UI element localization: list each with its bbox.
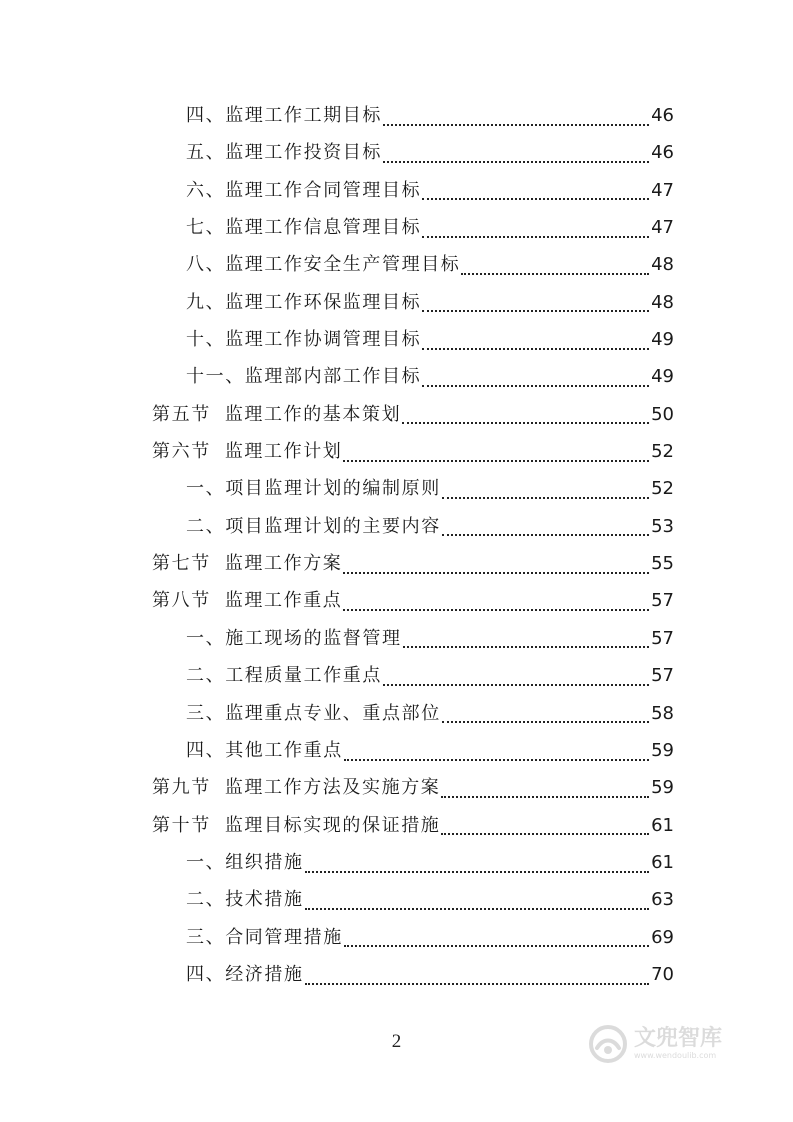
toc-page-number: 59 (651, 739, 674, 761)
toc-page-number: 61 (651, 851, 674, 873)
toc-entry-title: 十、监理工作协调管理目标 (186, 329, 422, 351)
toc-entry[interactable] (152, 773, 674, 810)
toc-page-number: 57 (651, 627, 674, 649)
toc-entry[interactable] (152, 213, 674, 250)
toc-entry-title: 九、监理工作环保监理目标 (186, 291, 422, 313)
toc-page-number: 69 (651, 926, 674, 948)
toc-page-number: 57 (651, 590, 674, 612)
toc-entry[interactable] (152, 474, 674, 511)
toc-entry-title: 八、监理工作安全生产管理目标 (186, 254, 461, 276)
toc-entry-title: 一、项目监理计划的编制原则 (186, 478, 441, 500)
watermark-title: 文兜智库 (634, 1026, 723, 1051)
toc-page-number: 50 (651, 403, 674, 425)
toc-page-number: 59 (651, 777, 674, 799)
toc-dot-leader (343, 572, 649, 574)
toc-entry-title: 一、施工现场的监督管理 (186, 627, 402, 649)
toc-dot-leader (343, 460, 649, 462)
toc-dot-leader (383, 124, 649, 126)
toc-entry[interactable] (152, 960, 674, 997)
toc-dot-leader (402, 422, 649, 424)
toc-page-number: 55 (651, 553, 674, 575)
watermark (588, 1024, 722, 1064)
toc-entry-title: 监理工作方法及实施方案 (224, 777, 441, 799)
toc-dot-leader (442, 721, 649, 723)
toc-entry-title: 监理工作重点 (224, 590, 343, 612)
toc-entry-title: 四、监理工作工期目标 (186, 105, 382, 126)
toc-dot-leader (305, 983, 649, 985)
wendou-logo-icon (588, 1024, 628, 1064)
toc-dot-leader (383, 684, 649, 686)
toc-section-number: 第九节 (152, 777, 211, 799)
toc-entry[interactable] (152, 362, 674, 399)
toc-page-number: 70 (651, 963, 674, 985)
toc-page-number: 49 (651, 366, 674, 388)
toc-dot-leader (461, 273, 649, 275)
toc-page-number: 49 (651, 329, 674, 351)
toc-dot-leader (422, 310, 649, 312)
toc-section-number: 第五节 (152, 403, 211, 425)
toc-page-number: 63 (651, 889, 674, 911)
toc-dot-leader (422, 236, 649, 238)
table-of-contents (152, 101, 674, 997)
toc-entry[interactable] (152, 512, 674, 549)
toc-page-number: 47 (651, 179, 674, 201)
toc-entry-title: 监理工作的基本策划 (224, 403, 402, 425)
toc-dot-leader (344, 759, 649, 761)
toc-dot-leader (442, 534, 649, 536)
toc-page-number: 47 (651, 217, 674, 239)
toc-entry-title: 监理工作方案 (224, 553, 343, 575)
toc-entry-title: 五、监理工作投资目标 (186, 142, 382, 164)
toc-page-number: 52 (651, 478, 674, 500)
toc-entry[interactable] (152, 437, 674, 474)
toc-page-number: 48 (651, 254, 674, 276)
toc-entry-title: 监理工作计划 (224, 441, 343, 463)
toc-section-number: 第七节 (152, 553, 211, 575)
toc-entry-title: 六、监理工作合同管理目标 (186, 179, 422, 201)
toc-dot-leader (344, 945, 649, 947)
toc-entry[interactable] (152, 923, 674, 960)
toc-dot-leader (441, 796, 649, 798)
toc-entry[interactable] (152, 400, 674, 437)
toc-page-number: 52 (651, 441, 674, 463)
toc-dot-leader (403, 646, 649, 648)
toc-entry[interactable] (152, 101, 674, 138)
toc-dot-leader (422, 348, 649, 350)
toc-dot-leader (422, 198, 649, 200)
toc-entry[interactable] (152, 811, 674, 848)
toc-entry[interactable] (152, 138, 674, 175)
toc-page-number: 46 (651, 105, 674, 126)
watermark-url: www.wendoulib.com (634, 1051, 717, 1060)
toc-entry-title: 二、项目监理计划的主要内容 (186, 515, 441, 537)
toc-entry[interactable] (152, 549, 674, 586)
toc-section-number: 第十节 (152, 814, 211, 836)
toc-section-number: 第六节 (152, 441, 211, 463)
toc-entry[interactable] (152, 288, 674, 325)
toc-page-number: 48 (651, 291, 674, 313)
toc-entry[interactable] (152, 848, 674, 885)
toc-dot-leader (441, 833, 649, 835)
toc-page-number: 53 (651, 515, 674, 537)
toc-entry[interactable] (152, 325, 674, 362)
toc-entry-title: 二、技术措施 (186, 889, 304, 911)
toc-page-number: 57 (651, 665, 674, 687)
toc-page-number: 61 (651, 814, 674, 836)
toc-entry-title: 三、监理重点专业、重点部位 (186, 702, 441, 724)
toc-dot-leader (422, 385, 649, 387)
toc-entry-title: 四、经济措施 (186, 963, 304, 985)
toc-dot-leader (442, 497, 649, 499)
toc-dot-leader (305, 871, 649, 873)
toc-entry[interactable] (152, 736, 674, 773)
toc-dot-leader (305, 908, 649, 910)
toc-page-number: 46 (651, 142, 674, 164)
toc-page-number: 58 (651, 702, 674, 724)
toc-entry[interactable] (152, 661, 674, 698)
toc-entry-title: 二、工程质量工作重点 (186, 665, 382, 687)
toc-entry[interactable] (152, 586, 674, 623)
toc-entry-title: 一、组织措施 (186, 851, 304, 873)
toc-entry-title: 监理目标实现的保证措施 (224, 814, 441, 836)
page-number: 2 (391, 1031, 402, 1052)
toc-dot-leader (343, 609, 649, 611)
toc-entry[interactable] (152, 699, 674, 736)
toc-entry[interactable] (152, 885, 674, 922)
toc-entry-title: 三、合同管理措施 (186, 926, 343, 948)
toc-entry[interactable] (152, 176, 674, 213)
toc-entry-title: 十一、监理部内部工作目标 (186, 366, 422, 388)
toc-section-number: 第八节 (152, 590, 211, 612)
toc-dot-leader (383, 161, 649, 163)
toc-entry-title: 四、其他工作重点 (186, 739, 343, 761)
toc-entry[interactable] (152, 250, 674, 287)
toc-entry-title: 七、监理工作信息管理目标 (186, 217, 422, 239)
toc-entry[interactable] (152, 624, 674, 661)
